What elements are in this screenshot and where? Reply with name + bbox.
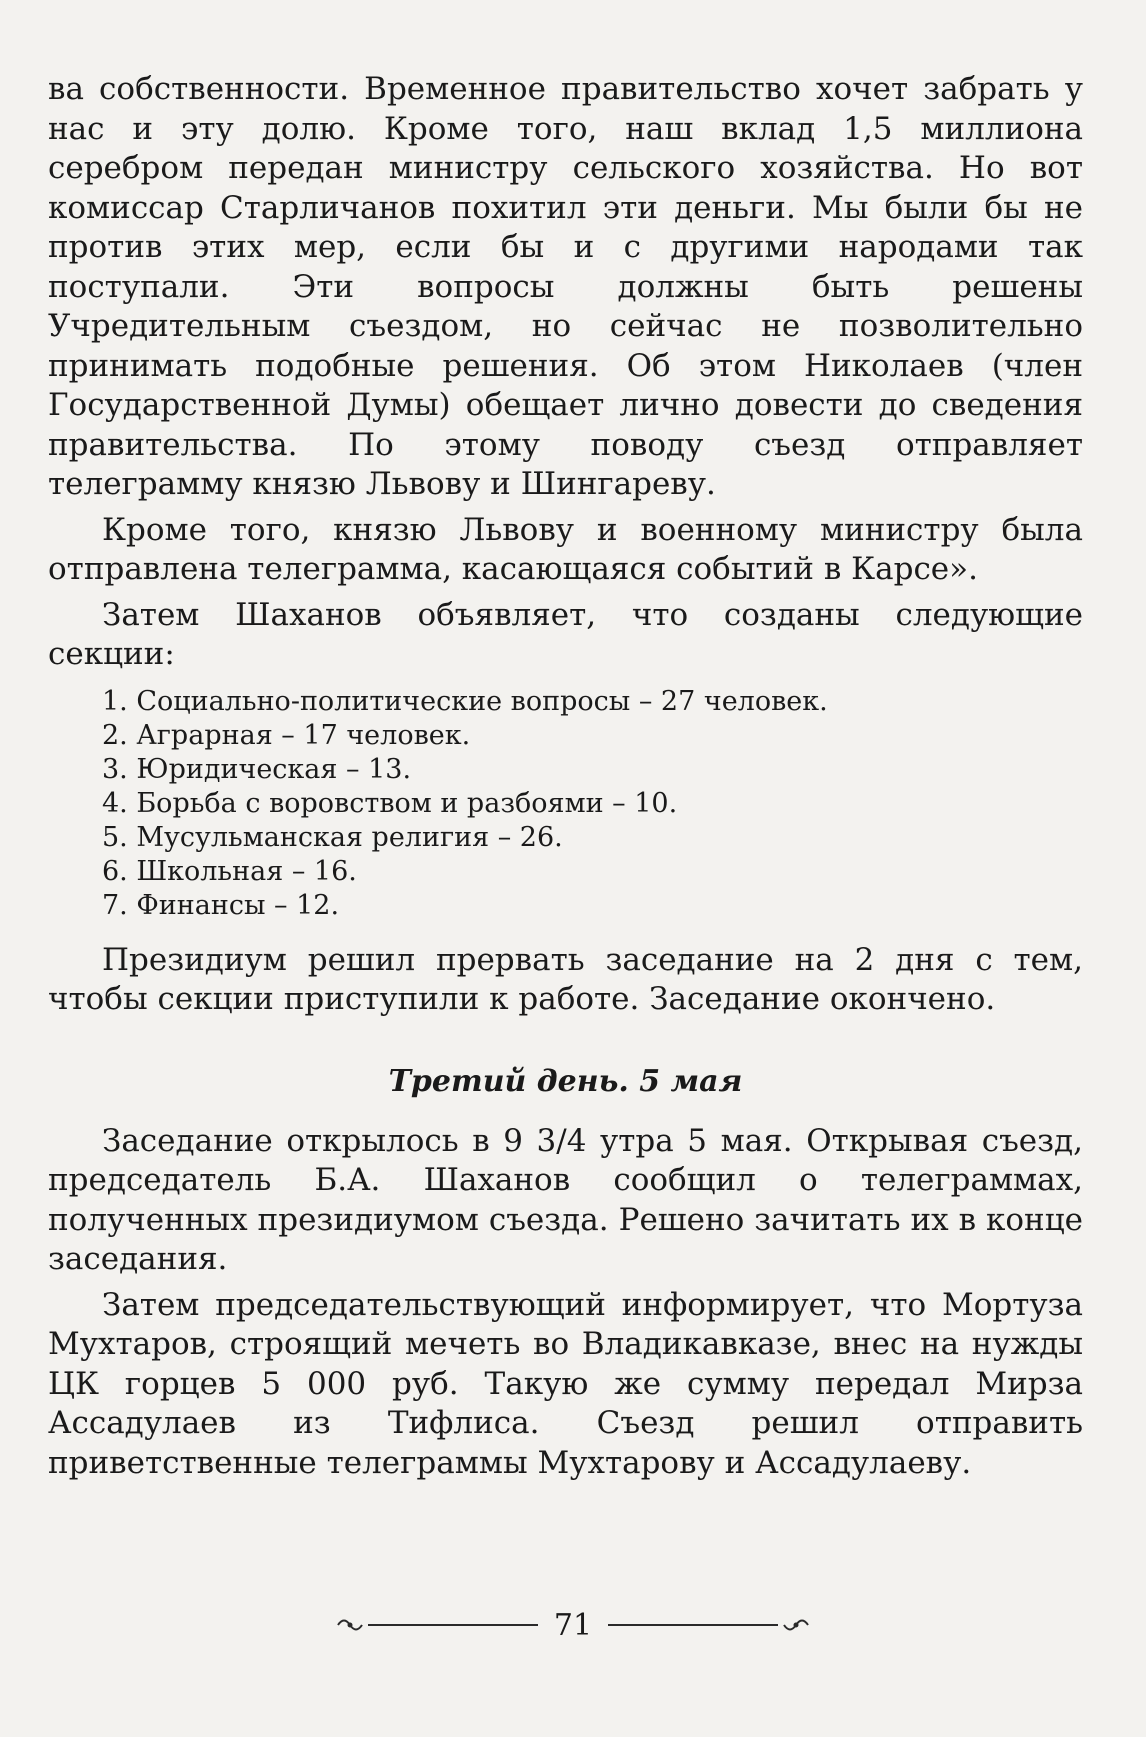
right-ornament-icon: [782, 1617, 810, 1633]
paragraph-continuation: ва собственности. Временное правительство хочет забрать у нас и эту долю. Кроме того, наш вклад 1,5 миллиона серебром передан министру сельского хозяйства. Но вот комиссар Старличанов похитил эти деньги. Мы были бы не против этих мер, если бы и с другими народами так поступали. Эти вопросы должны быть решены Учредительным съездом, но сейчас не позволительно принимать подобные решения. Об этом Николаев (член Государственной Думы) обещает лично довести до сведения правительства. По этому поводу съезд отправляет телеграмму князю Львову и Шингареву.: [48, 71, 1083, 502]
list-item: 1. Социально-политические вопросы – 27 человек.: [102, 685, 828, 717]
paragraph-session-opened: Заседание открылось в 9 3/4 утра 5 мая. Открывая съезд, председатель Б.А. Шаханов сообщил о телеграммах, полученных президиумом съезда. Решено зачитать их в конце заседания.: [48, 1122, 1083, 1277]
page-footer: [0, 1605, 1146, 1645]
left-ornament-icon: [336, 1617, 364, 1633]
page-body: [48, 70, 1083, 1489]
paragraph-donations: Затем председательствующий информирует, что Мортуза Мухтаров, строящий мечеть во Владикавказе, внес на нужды ЦК горцев 5 000 руб. Такую же сумму передал Мирза Ассадулаев из Тифлиса. Съезд решил отправить приветственные телеграммы Мухтарову и Ассадулаеву.: [48, 1286, 1083, 1481]
paragraph-presidium: Президиум решил прервать заседание на 2 дня с тем, чтобы секции приступили к работе. Заседание окончено.: [48, 941, 1083, 1017]
list-item: 4. Борьба с воровством и разбоями – 10.: [102, 787, 678, 819]
footer-rule-left: [368, 1624, 538, 1626]
section-heading: Третий день. 5 мая: [388, 1063, 743, 1099]
footer-rule-right: [608, 1624, 778, 1626]
list-item: 5. Мусульманская религия – 26.: [102, 821, 563, 853]
list-item: 3. Юридическая – 13.: [102, 753, 412, 785]
page-number: 71: [553, 1607, 593, 1643]
paragraph-telegram-kars: Кроме того, князю Львову и военному министру была отправлена телеграмма, касающаяся событий в Карсе».: [48, 511, 1083, 587]
list-item: 7. Финансы – 12.: [102, 889, 340, 921]
list-item: 6. Школьная – 16.: [102, 855, 357, 887]
list-item: 2. Аграрная – 17 человек.: [102, 719, 471, 751]
paragraph-sections-intro: Затем Шаханов объявляет, что созданы следующие секции:: [48, 596, 1083, 672]
sections-list: [102, 685, 1083, 923]
